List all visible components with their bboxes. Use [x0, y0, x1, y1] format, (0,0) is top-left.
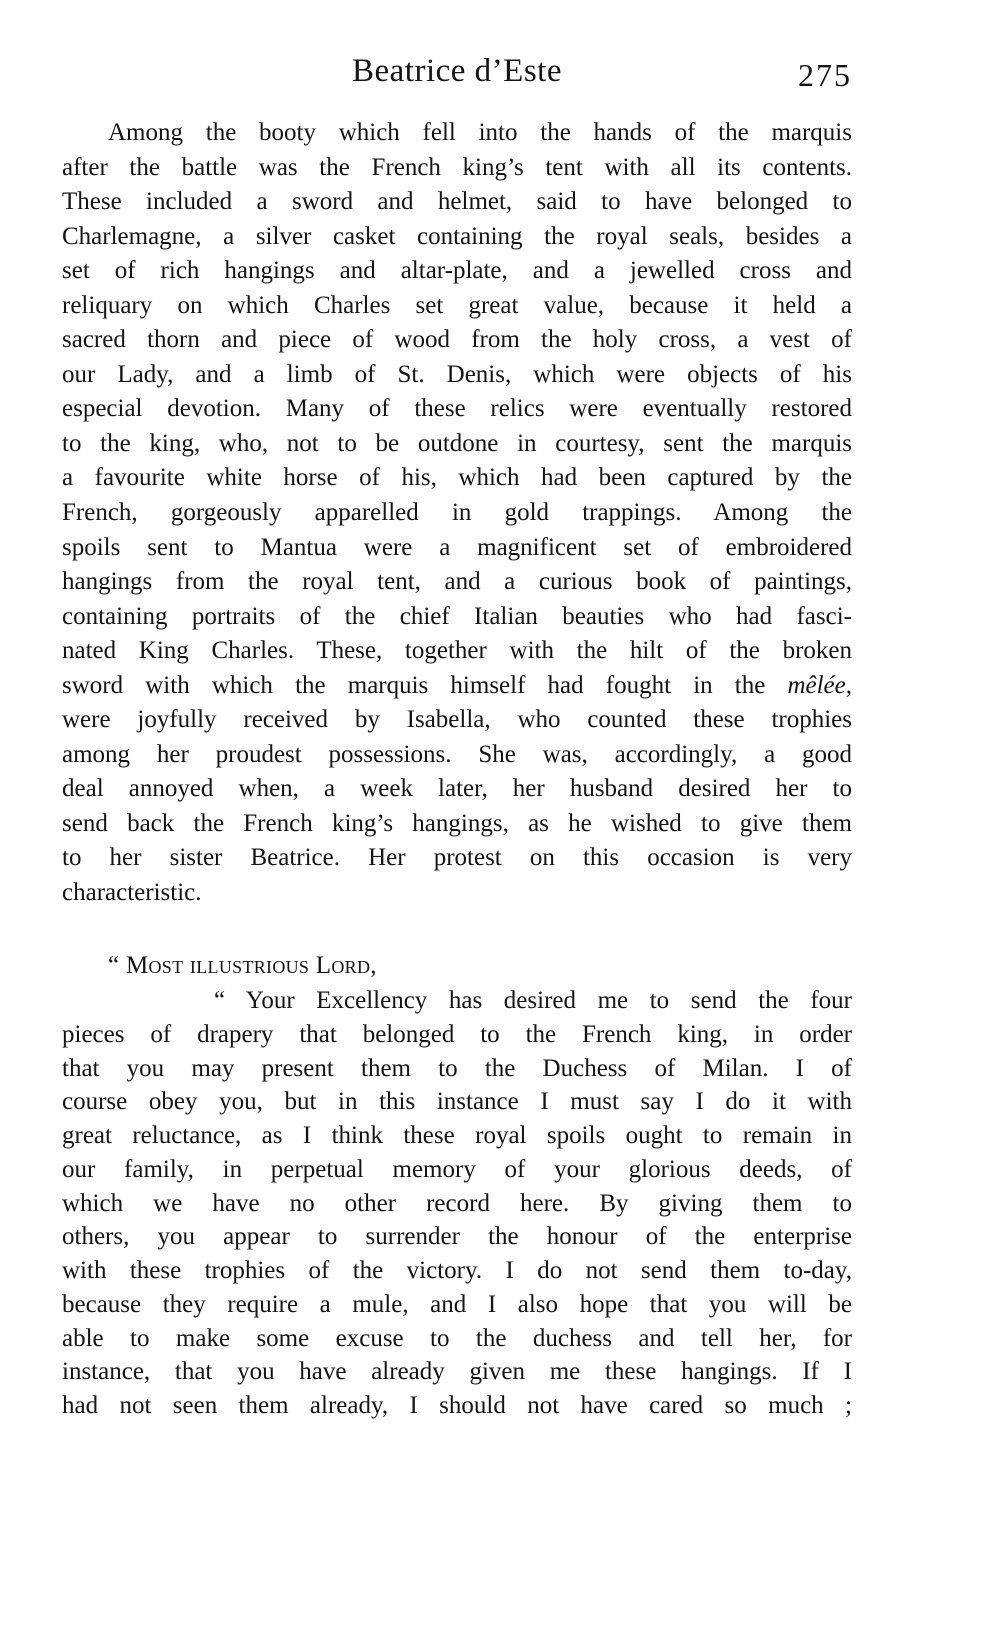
letter-line: with these trophies of the victory. I do not send them to-day,	[62, 1257, 852, 1284]
letter-line: “ Your Excellency has desired me to send the four	[214, 987, 852, 1014]
italic-word: mêlée,	[787, 671, 852, 699]
text-line-lead: sword with which the marquis himself had fought in the	[62, 671, 788, 699]
letter-line: that you may present them to the Duchess of Milan. I of	[62, 1054, 852, 1082]
letter-line: had not seen them already, I should not have cared so much ;	[62, 1392, 852, 1419]
text-line: containing portraits of the chief Italian beauties who had fasci-	[62, 602, 852, 630]
letter-line: course obey you, but in this instance I must say I do it with	[62, 1088, 852, 1116]
text-line: send back the French king’s hangings, as he wished to give them	[62, 809, 852, 837]
text-line: French, gorgeously apparelled in gold trappings. Among the	[62, 499, 852, 527]
text-line: after the battle was the French king’s tent with all its contents.	[62, 153, 852, 181]
letter-line: our family, in perpetual memory of your glorious deeds, of	[62, 1155, 852, 1183]
text-line: spoils sent to Mantua were a magnificent set of embroidered	[62, 533, 852, 561]
text-line: especial devotion. Many of these relics were eventually restored	[62, 395, 852, 423]
letter-line: which we have no other record here. By giving them to	[62, 1189, 852, 1217]
quoted-letter	[62, 948, 852, 1423]
text-line: among her proudest possessions. She was, accordingly, a good	[62, 740, 852, 768]
text-line: nated King Charles. These, together with the hilt of the broken	[62, 637, 852, 665]
text-line: hangings from the royal tent, and a curious book of paintings,	[62, 568, 852, 596]
letter-salutation: “ Most illustrious Lord,	[108, 952, 377, 979]
text-line: reliquary on which Charles set great value, because it held a	[62, 291, 852, 319]
narrative-paragraph	[62, 116, 852, 911]
page-number: 275	[798, 57, 852, 93]
letter-line: pieces of drapery that belonged to the French king, in order	[62, 1020, 852, 1048]
running-head	[62, 48, 852, 94]
text-line: characteristic.	[62, 879, 202, 907]
text-line: were joyfully received by Isabella, who counted these trophies	[62, 706, 852, 734]
text-line: our Lady, and a limb of St. Denis, which were objects of his	[62, 360, 852, 388]
text-line: deal annoyed when, a week later, her husband desired her to	[62, 775, 852, 803]
letter-line: great reluctance, as I think these royal spoils ought to remain in	[62, 1122, 852, 1149]
letter-line: because they require a mule, and I also hope that you will be	[62, 1290, 852, 1318]
text-line: set of rich hangings and altar-plate, and a jewelled cross and	[62, 257, 852, 285]
text-line: Charlemagne, a silver casket containing the royal seals, besides a	[62, 222, 852, 250]
letter-line: able to make some excuse to the duchess and tell her, for	[62, 1324, 852, 1352]
text-line: Among the booty which fell into the hands of the marquis	[108, 119, 852, 146]
text-line: to her sister Beatrice. Her protest on this occasion is very	[62, 844, 852, 872]
text-line-with-italic	[62, 669, 852, 704]
letter-line: instance, that you have already given me these hangings. If I	[62, 1358, 852, 1386]
text-line: sacred thorn and piece of wood from the holy cross, a vest of	[62, 326, 852, 354]
text-line: a favourite white horse of his, which had been captured by the	[62, 464, 852, 492]
text-line: These included a sword and helmet, said to have belonged to	[62, 188, 852, 216]
text-line: to the king, who, not to be outdone in courtesy, sent the marquis	[62, 429, 852, 457]
letter-line: others, you appear to surrender the honour of the enterprise	[62, 1223, 852, 1251]
running-title: Beatrice d’Este	[352, 53, 562, 89]
